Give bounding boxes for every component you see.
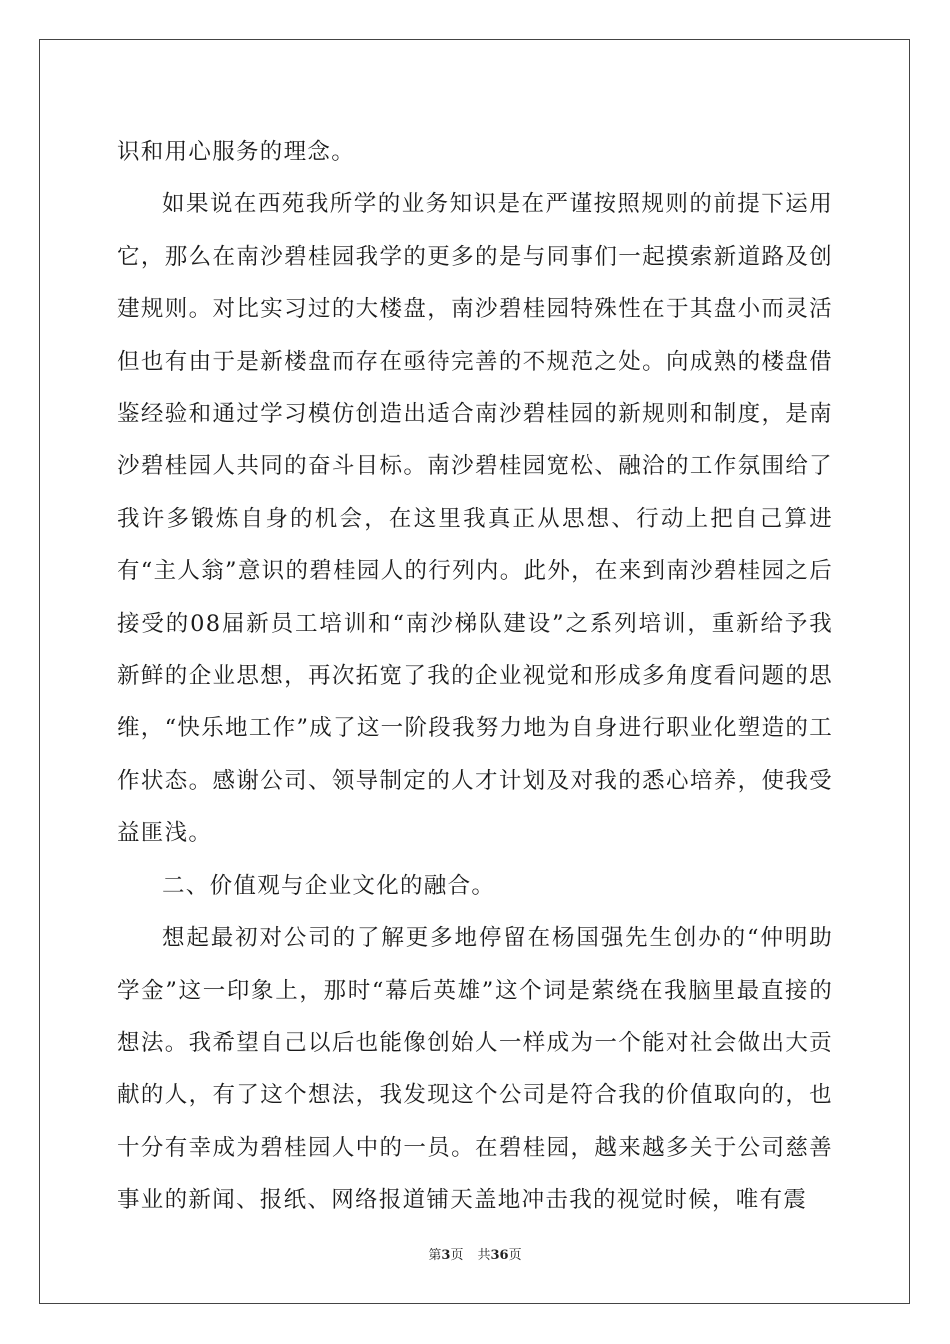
- page-number: 3: [441, 1248, 451, 1263]
- document-body: [117, 126, 833, 1227]
- paragraph-company-values: 想起最初对公司的了解更多地停留在杨国强先生创办的“仲明助学金”这一印象上，那时“幕后英雄”这个词是萦绕在我脑里最直接的想法。我希望自己以后也能像创始人一样成为一个能对社会做出大贡献的人，有了这个想法，我发现这个公司是符合我的价值取向的，也十分有幸成为碧桂园人中的一员。在碧桂园，越来越多关于公司慈善事业的新闻、报纸、网络报道铺天盖地冲击我的视觉时候，唯有震: [117, 925, 833, 1214]
- total-prefix: 共: [477, 1248, 491, 1263]
- total-pages: 36: [490, 1248, 509, 1263]
- total-suffix: 页: [508, 1248, 522, 1263]
- paragraph-continuation: 识和用心服务的理念。: [117, 139, 356, 165]
- section-heading-values: 二、价值观与企业文化的融合。: [162, 872, 496, 899]
- paragraph-nansha-experience: 如果说在西苑我所学的业务知识是在严谨按照规则的前提下运用它，那么在南沙碧桂园我学的更多的是与同事们一起摸索新道路及创建规则。对比实习过的大楼盘，南沙碧桂园特殊性在于其盘小而灵活但也有由于是新楼盘而存在亟待完善的不规范之处。向成熟的楼盘借鉴经验和通过学习模仿创造出适合南沙碧桂园的新规则和制度，是南沙碧桂园人共同的奋斗目标。南沙碧桂园宽松、融洽的工作氛围给了我许多锻炼自身的机会，在这里我真正从思想、行动上把自己算进有“主人翁”意识的碧桂园人的行列内。此外，在来到南沙碧桂园之后接受的08届新员工培训和“南沙梯队建设”之系列培训，重新给予我新鲜的企业思想，再次拓宽了我的企业视觉和形成多角度看问题的思维，“快乐地工作”成了这一阶段我努力地为自身进行职业化塑造的工作状态。感谢公司、领导制定的人才计划及对我的悉心培养，使我受益匪浅。: [117, 191, 833, 847]
- page-suffix: 页: [450, 1248, 464, 1263]
- page-footer: [0, 1247, 950, 1265]
- page-prefix: 第: [428, 1248, 442, 1263]
